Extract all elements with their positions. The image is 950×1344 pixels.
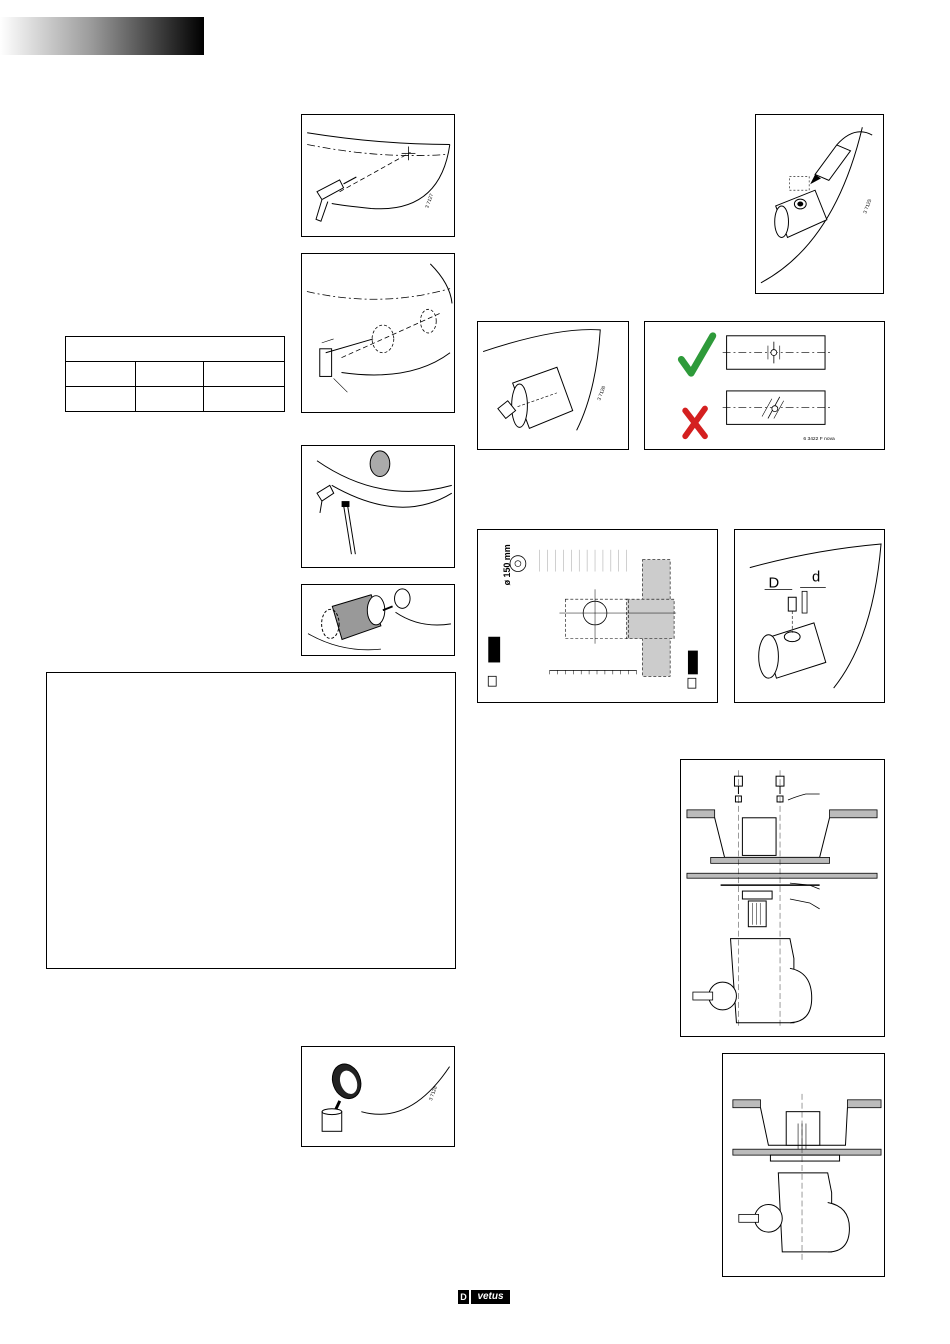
check-icon <box>681 336 713 373</box>
table-row <box>66 362 285 387</box>
table-cell <box>136 362 204 387</box>
vetus-logo-vertical <box>488 637 500 663</box>
check-ref-label: 6 3422 F nova <box>803 437 835 443</box>
template-sheet-drawing <box>478 530 717 702</box>
drill-ref-label: 3 7127 <box>425 193 436 210</box>
sealant-drawing <box>302 1047 454 1146</box>
table-cell <box>66 387 136 412</box>
tube-ref-label: 3 7128 <box>429 1085 439 1102</box>
table-cell <box>66 337 285 362</box>
logo-mark: D <box>458 1290 469 1304</box>
logo-word: vetus <box>471 1290 510 1304</box>
tube-template-drawing <box>478 322 628 449</box>
figure-exploded-assembly <box>680 759 885 1037</box>
vetus-logo <box>458 1290 510 1304</box>
figure-template-sheet <box>477 529 718 703</box>
pencil-mark-drawing <box>756 115 883 293</box>
table-cell <box>136 387 204 412</box>
tube-insert-drawing <box>302 585 454 655</box>
pencil-ref-label: 3 7125 <box>863 198 874 215</box>
mounted-assembly-drawing <box>723 1054 884 1276</box>
cleaning-drawing <box>302 446 454 567</box>
table-cell <box>66 362 136 387</box>
dimension-D-label: D <box>768 575 780 592</box>
alignment-check-drawing <box>645 322 884 449</box>
notice-box <box>46 672 456 969</box>
figure-cleaning <box>301 445 455 568</box>
exploded-assembly-drawing <box>681 760 884 1036</box>
figure-drill-hull <box>301 114 455 237</box>
table-cell <box>203 387 284 412</box>
figure-sealant <box>301 1046 455 1147</box>
dimension-d-label: d <box>811 569 821 586</box>
figure-mounted-assembly <box>722 1053 885 1277</box>
figure-dimensions <box>734 529 885 703</box>
figure-pencil-mark <box>755 114 884 294</box>
drill-hull-drawing <box>302 115 454 236</box>
dimensions-drawing <box>735 530 884 702</box>
sheet-diameter-label: ø 150 mm <box>502 544 513 586</box>
table-cell <box>203 362 284 387</box>
cross-icon <box>685 409 705 437</box>
figure-tube-insert <box>301 584 455 656</box>
figure-hole-marking <box>301 253 455 413</box>
hole-size-table <box>65 336 285 412</box>
shaft-ref-label: 3 7126 <box>597 385 608 402</box>
table-row <box>66 337 285 362</box>
table-row <box>66 387 285 412</box>
figure-tube-template <box>477 321 629 450</box>
header-bar <box>0 17 204 55</box>
figure-alignment-check <box>644 321 885 450</box>
hole-marking-drawing <box>302 254 454 412</box>
